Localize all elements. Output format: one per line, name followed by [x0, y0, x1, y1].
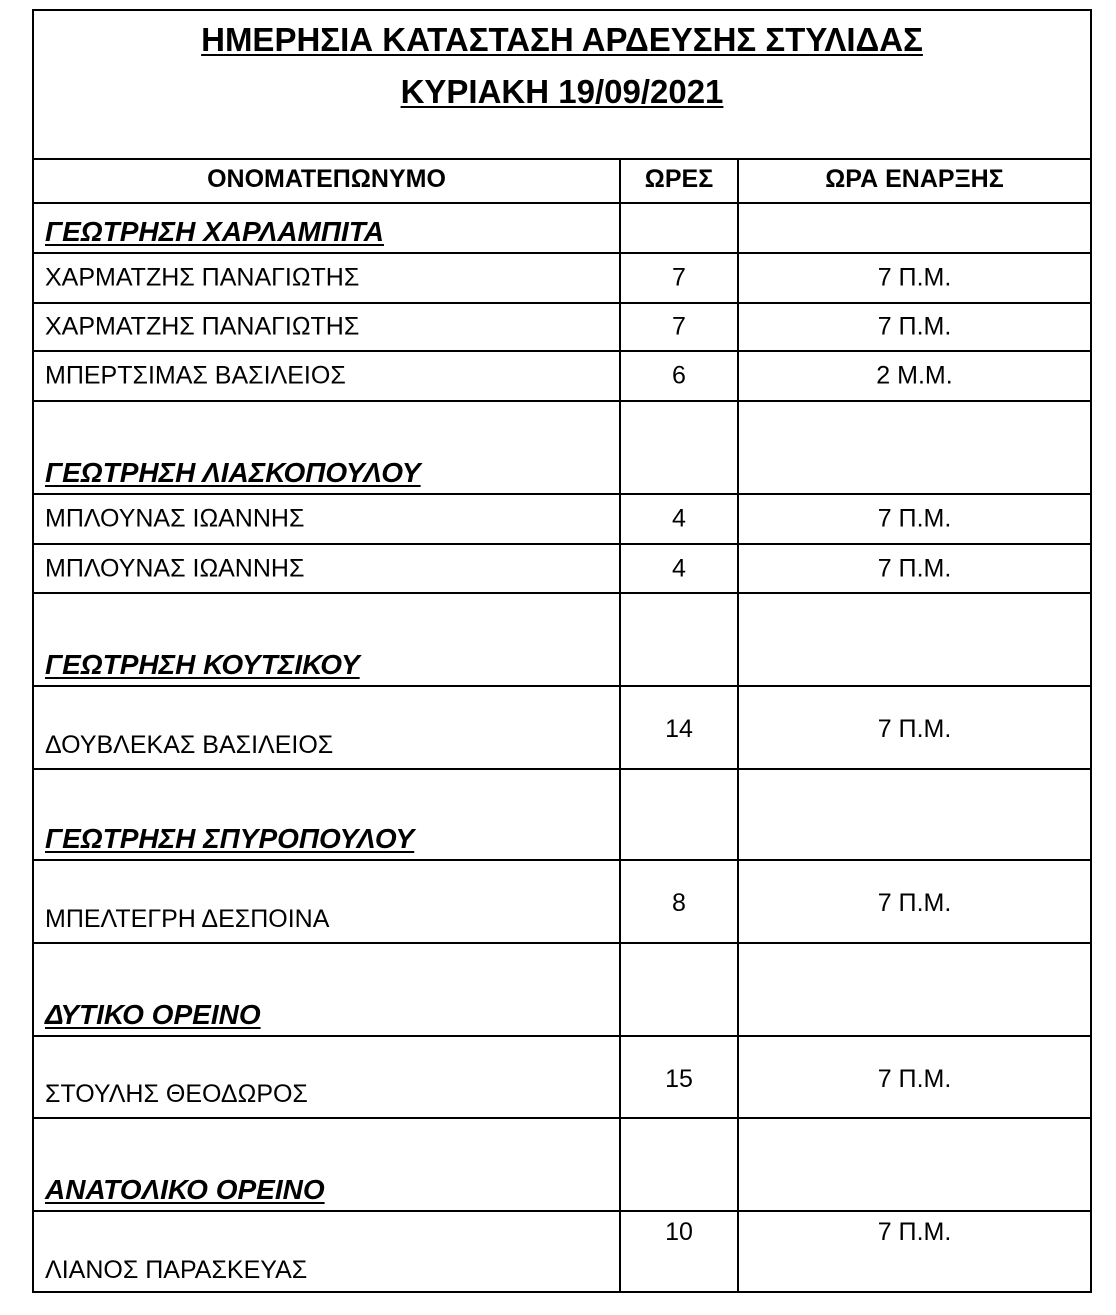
section-title: ΓΕΩΤΡΗΣΗ ΧΑΡΛΑΜΠΙΤΑ [45, 216, 384, 247]
column-header-start-time: ΩΡΑ ΕΝΑΡΞΗΣ [825, 165, 1004, 193]
table-row [34, 495, 1090, 545]
document-date: ΚΥΡΙΑΚΗ 19/09/2021 [400, 73, 724, 110]
table-row [34, 304, 1090, 352]
hours-value: 7 [672, 312, 686, 341]
start-time-value: 2 Μ.Μ. [876, 361, 953, 390]
hours-value: 4 [672, 554, 686, 582]
section-row [34, 944, 1090, 1037]
section-row [34, 594, 1090, 687]
table-row [34, 861, 1090, 944]
start-time-value: 7 Π.Μ. [877, 1065, 952, 1093]
hours-value: 15 [665, 1065, 693, 1093]
table-row [34, 352, 1090, 402]
start-time-value: 7 Π.Μ. [877, 1218, 952, 1246]
person-name: ΜΠΕΛΤΕΓΡΗ ΔΕΣΠΟΙΝΑ [45, 905, 330, 933]
section-title: ΑΝΑΤΟΛΙΚΟ ΟΡΕΙΝΟ [45, 1174, 325, 1205]
person-name: ΔΟΥΒΛΕΚΑΣ ΒΑΣΙΛΕΙΟΣ [45, 731, 334, 759]
column-header-name: ΟΝΟΜΑΤΕΠΩΝΥΜΟ [34, 160, 621, 202]
title-block [34, 11, 1090, 160]
hours-value: 14 [665, 715, 693, 743]
hours-value: 6 [672, 361, 686, 390]
person-name: ΛΙΑΝΟΣ ΠΑΡΑΣΚΕΥΑΣ [45, 1256, 308, 1284]
hours-value: 8 [672, 889, 686, 917]
person-name: ΜΠΛΟΥΝΑΣ ΙΩΑΝΝΗΣ [45, 554, 305, 582]
section-row [34, 402, 1090, 495]
hours-value: 10 [665, 1218, 693, 1246]
start-time-value: 7 Π.Μ. [877, 715, 952, 743]
start-time-value: 7 Π.Μ. [877, 504, 952, 533]
table-row [34, 1212, 1090, 1293]
table-row [34, 545, 1090, 594]
section-row [34, 204, 1090, 254]
start-time-value: 7 Π.Μ. [877, 263, 952, 292]
hours-value: 7 [672, 263, 686, 292]
section-title: ΓΕΩΤΡΗΣΗ ΛΙΑΣΚΟΠΟΥΛΟΥ [45, 457, 421, 488]
section-title: ΓΕΩΤΡΗΣΗ ΣΠΥΡΟΠΟΥΛΟΥ [45, 823, 415, 854]
irrigation-schedule-table [32, 9, 1092, 1293]
table-row [34, 687, 1090, 770]
person-name: ΜΠΛΟΥΝΑΣ ΙΩΑΝΝΗΣ [45, 504, 305, 533]
section-row [34, 770, 1090, 861]
document-title: ΗΜΕΡΗΣΙΑ ΚΑΤΑΣΤΑΣΗ ΑΡΔΕΥΣΗΣ ΣΤΥΛΙΔΑΣ [201, 21, 923, 58]
section-row [34, 1119, 1090, 1212]
table-header-row [34, 160, 1090, 204]
table-row [34, 254, 1090, 304]
section-title: ΔΥΤΙΚΟ ΟΡΕΙΝΟ [45, 999, 261, 1030]
start-time-value: 7 Π.Μ. [877, 312, 952, 341]
person-name: ΣΤΟΥΛΗΣ ΘΕΟΔΩΡΟΣ [45, 1080, 308, 1108]
person-name: ΜΠΕΡΤΣΙΜΑΣ ΒΑΣΙΛΕΙΟΣ [45, 361, 346, 390]
person-name: ΧΑΡΜΑΤΖΗΣ ΠΑΝΑΓΙΩΤΗΣ [45, 312, 360, 341]
hours-value: 4 [672, 504, 686, 533]
column-header-hours: ΩΡΕΣ [621, 160, 739, 202]
start-time-value: 7 Π.Μ. [877, 889, 952, 917]
start-time-value: 7 Π.Μ. [877, 554, 952, 582]
section-title: ΓΕΩΤΡΗΣΗ ΚΟΥΤΣΙΚΟΥ [45, 649, 360, 680]
person-name: ΧΑΡΜΑΤΖΗΣ ΠΑΝΑΓΙΩΤΗΣ [45, 263, 360, 292]
table-row [34, 1037, 1090, 1119]
